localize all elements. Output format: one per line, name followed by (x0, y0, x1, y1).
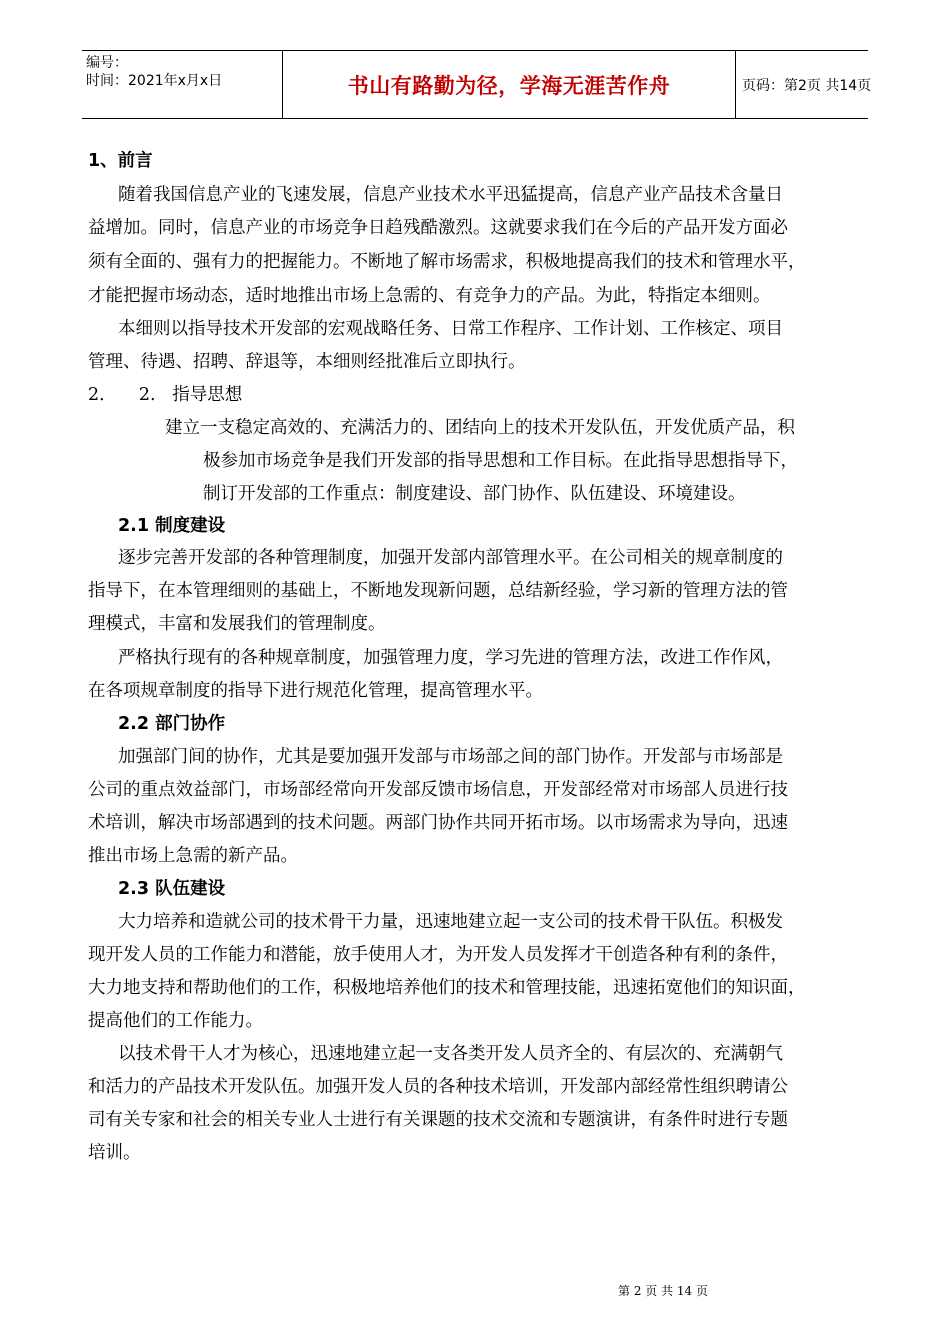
page-header (82, 50, 872, 119)
paragraph-line: 公司的重点效益部门，市场部经常向开发部反馈市场信息，开发部经常对市场部人员进行技 (88, 780, 788, 800)
paragraph-line: 提高他们的工作能力。 (88, 1011, 263, 1031)
paragraph-line: 加强部门间的协作，尤其是要加强开发部与市场部之间的部门协作。开发部与市场部是 (118, 747, 783, 767)
section-heading-guiding: 2． 2. 指导思想 (88, 385, 243, 405)
subsection-heading-2-3: 2.3 队伍建设 (118, 879, 226, 899)
paragraph-line: 大力培养和造就公司的技术骨干力量，迅速地建立起一支公司的技术骨干队伍。积极发 (118, 912, 783, 932)
paragraph-line: 极参加市场竞争是我们开发部的指导思想和工作目标。在此指导思想指导下， (203, 451, 798, 471)
header-page-label: 页码：第2页 共14页 (742, 77, 872, 94)
subsection-heading-2-2: 2.2 部门协作 (118, 714, 226, 734)
paragraph-line: 理模式，丰富和发展我们的管理制度。 (88, 614, 386, 634)
paragraph-line: 术培训，解决市场部遇到的技术问题。两部门协作共同开拓市场。以市场需求为导向，迅速 (88, 813, 788, 833)
paragraph-line: 管理、待遇、招聘、辞退等，本细则经批准后立即执行。 (88, 352, 526, 372)
section-heading-preface: 1、前言 (88, 151, 153, 171)
page-footer: 第 2 页 共 14 页 (618, 1284, 708, 1298)
paragraph-line: 现开发人员的工作能力和潜能，放手使用人才，为开发人员发挥才干创造各种有利的条件， (88, 945, 788, 965)
paragraph-line: 严格执行现有的各种规章制度，加强管理力度，学习先进的管理方法，改进工作作风， (118, 648, 783, 668)
header-meta (82, 51, 282, 118)
number-label: 编号： (86, 55, 128, 71)
header-motto: 书山有路勤为径，学海无涯苦作舟 (282, 51, 736, 118)
paragraph-line: 本细则以指导技术开发部的宏观战略任务、日常工作程序、工作计划、工作核定、项目 (118, 319, 783, 339)
paragraph-line: 培训。 (88, 1143, 141, 1163)
paragraph-line: 以技术骨干人才为核心，迅速地建立起一支各类开发人员齐全的、有层次的、充满朝气 (118, 1044, 783, 1064)
paragraph-line: 大力地支持和帮助他们的工作，积极地培养他们的技术和管理技能，迅速拓宽他们的知识面， (88, 978, 806, 998)
paragraph-line: 司有关专家和社会的相关专业人士进行有关课题的技术交流和专题演讲，有条件时进行专题 (88, 1110, 788, 1130)
paragraph-line: 和活力的产品技术开发队伍。加强开发人员的各种技术培训，开发部内部经常性组织聘请公 (88, 1077, 788, 1097)
time-label: 时间：2021年x月x日 (86, 73, 223, 89)
paragraph-line: 指导下，在本管理细则的基础上，不断地发现新问题，总结新经验，学习新的管理方法的管 (88, 581, 788, 601)
paragraph-line: 随着我国信息产业的飞速发展，信息产业技术水平迅猛提高，信息产业产品技术含量日 (118, 185, 783, 205)
paragraph-line: 逐步完善开发部的各种管理制度，加强开发部内部管理水平。在公司相关的规章制度的 (118, 548, 783, 568)
paragraph-line: 须有全面的、强有力的把握能力。不断地了解市场需求，积极地提高我们的技术和管理水平， (88, 252, 806, 272)
subsection-heading-2-1: 2.1 制度建设 (118, 516, 226, 536)
paragraph-line: 在各项规章制度的指导下进行规范化管理，提高管理水平。 (88, 681, 543, 701)
paragraph-line: 益增加。同时，信息产业的市场竞争日趋残酷激烈。这就要求我们在今后的产品开发方面必 (88, 218, 788, 238)
paragraph-line: 才能把握市场动态，适时地推出市场上急需的、有竞争力的产品。为此，特指定本细则。 (88, 286, 771, 306)
paragraph-line: 制订开发部的工作重点：制度建设、部门协作、队伍建设、环境建设。 (203, 484, 746, 504)
paragraph-line: 推出市场上急需的新产品。 (88, 846, 298, 866)
paragraph-line: 建立一支稳定高效的、充满活力的、团结向上的技术开发队伍，开发优质产品，积 (165, 418, 795, 438)
